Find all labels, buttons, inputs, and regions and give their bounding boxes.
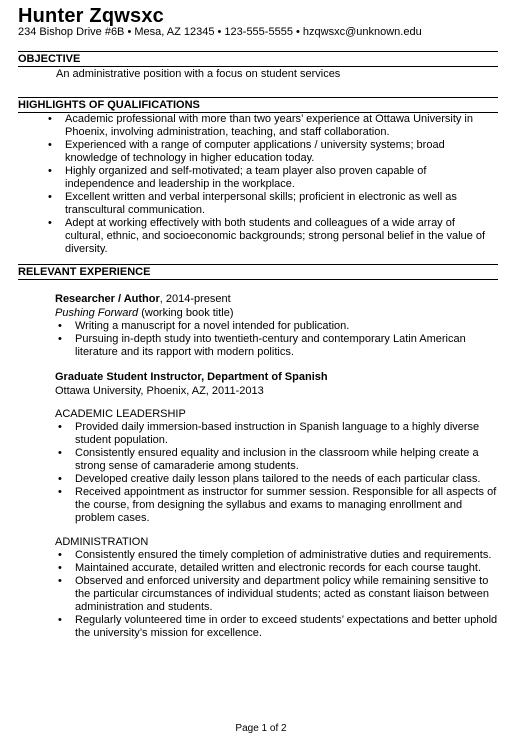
experience-section xyxy=(18,264,498,280)
list-item: • Excellent written and verbal interpersonal skills; proficient in electronic as well as transcultural communication. xyxy=(65,191,498,217)
list-item: • Regularly volunteered time in order to exceed students’ expectations and better uphold the university’s mission for excellence. xyxy=(75,614,500,640)
list-item: • Academic professional with more than two years’ experience at Ottawa University in Phoenix, involving administration, teaching, and staff collaboration. xyxy=(65,113,498,139)
job-title-line xyxy=(55,292,500,306)
list-item: • Highly organized and self-motivated; a team player also proven capable of independence and leadership in the workplace. xyxy=(65,165,498,191)
list-item: • Maintained accurate, detailed written and electronic records for each course taught. xyxy=(75,562,500,575)
list-item: • Received appointment as instructor for summer session. Responsible for all aspects of the course, from designing the syllabus and exams to managing enrollment and problem cases. xyxy=(75,486,500,525)
list-item: • Adept at working effectively with both students and colleagues of a wide array of cultural, ethnic, and socioeconomic backgrounds; strong personal belief in the value of diversity. xyxy=(65,217,498,256)
highlights-heading: HIGHLIGHTS OF QUALIFICATIONS xyxy=(18,97,498,113)
administration-heading: ADMINISTRATION xyxy=(55,536,149,548)
job-dates: , 2014-present xyxy=(159,293,231,305)
list-item: • Experienced with a range of computer applications / university systems; broad knowledge of technology in higher education today. xyxy=(65,139,498,165)
experience-heading: RELEVANT EXPERIENCE xyxy=(18,264,498,280)
job-instructor xyxy=(55,370,500,640)
list-item: • Developed creative daily lesson plans tailored to the needs of each particular class. xyxy=(75,473,500,486)
list-item: • Consistently ensured the timely completion of administrative duties and requirements. xyxy=(75,549,500,562)
candidate-name: Hunter Zqwsxc xyxy=(18,5,164,27)
list-item: • Provided daily immersion-based instruction in Spanish language to a highly diverse student population. xyxy=(75,421,500,447)
page-number: Page 1 of 2 xyxy=(235,723,287,734)
list-item: • Consistently ensured equality and inclusion in the classroom while helping create a strong sense of camaraderie among students. xyxy=(75,447,500,473)
highlights-list xyxy=(18,113,498,256)
list-item: • Observed and enforced university and department policy while remaining sensitive to the particular circumstances of individual students; acted as constant liaison between administration and students. xyxy=(75,575,500,614)
administration-list xyxy=(55,549,500,640)
project-title: Pushing Forward xyxy=(55,307,139,319)
job-researcher xyxy=(55,292,500,359)
project-line xyxy=(55,306,500,320)
job-org: Ottawa University, Phoenix, AZ, 2011-2013 xyxy=(55,385,264,397)
objective-text: An administrative position with a focus on student services xyxy=(56,68,341,80)
leadership-list xyxy=(55,421,500,525)
contact-line: 234 Bishop Drive #6B • Mesa, AZ 12345 • 123-555-5555 • hzqwsxc@unknown.edu xyxy=(18,26,422,38)
highlights-section xyxy=(18,97,498,256)
job-title: Researcher / Author xyxy=(55,293,160,305)
list-item: • Pursuing in-depth study into twentieth-century and contemporary Latin American literature and its rapport with modern politics. xyxy=(75,333,500,359)
leadership-heading: ACADEMIC LEADERSHIP xyxy=(55,408,186,420)
researcher-duties xyxy=(55,320,500,359)
objective-section xyxy=(18,51,498,81)
project-note: (working book title) xyxy=(138,307,234,319)
job-title: Graduate Student Instructor, Department of Spanish xyxy=(55,371,328,383)
list-item: • Writing a manuscript for a novel intended for publication. xyxy=(75,320,500,333)
objective-heading: OBJECTIVE xyxy=(18,51,498,67)
